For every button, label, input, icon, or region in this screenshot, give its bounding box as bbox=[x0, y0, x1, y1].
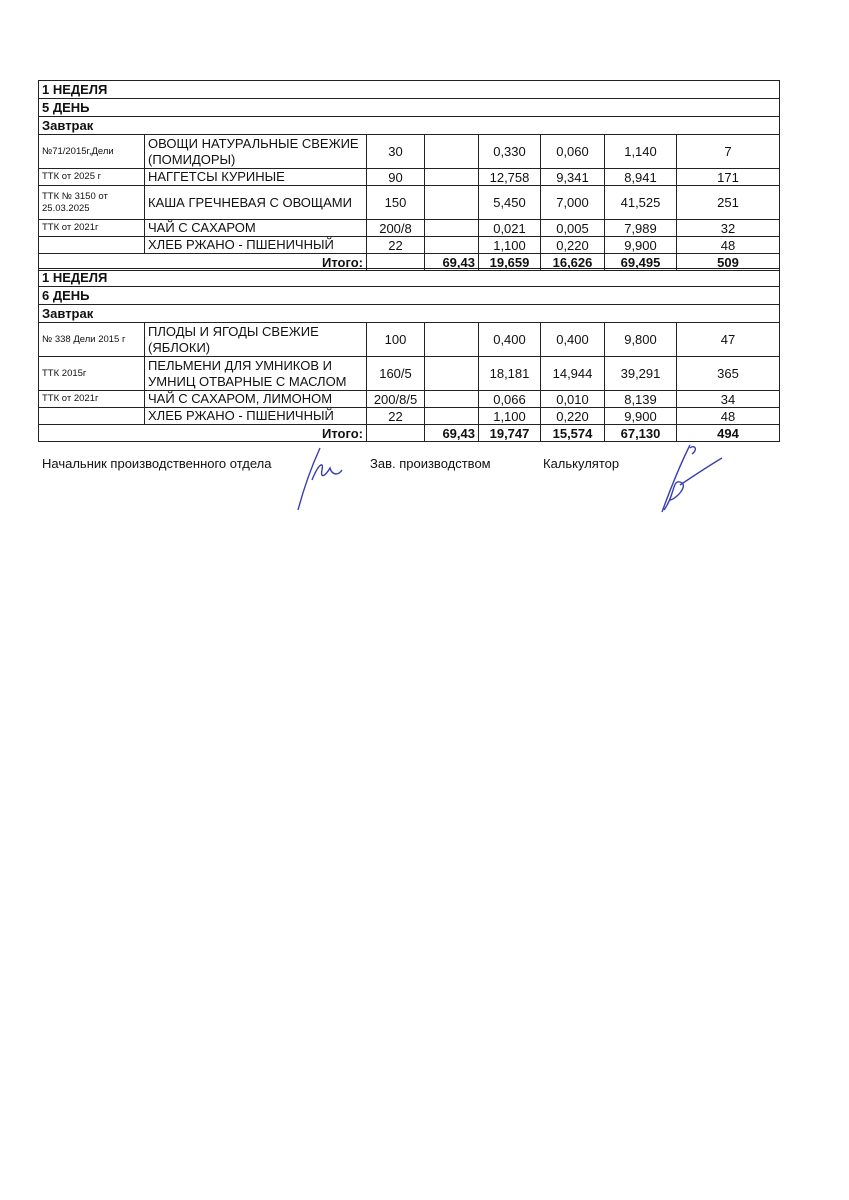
total-weight bbox=[367, 425, 425, 442]
calories: 251 bbox=[677, 186, 780, 220]
calories: 32 bbox=[677, 220, 780, 237]
week-header-row bbox=[39, 269, 780, 287]
fats: 0,010 bbox=[541, 391, 605, 408]
price bbox=[425, 357, 479, 391]
table-row bbox=[39, 391, 780, 408]
portion-weight: 30 bbox=[367, 135, 425, 169]
total-calories: 494 bbox=[677, 425, 780, 442]
fats: 14,944 bbox=[541, 357, 605, 391]
calories: 365 bbox=[677, 357, 780, 391]
table-row bbox=[39, 357, 780, 391]
portion-weight: 200/8 bbox=[367, 220, 425, 237]
price bbox=[425, 186, 479, 220]
recipe-ref: № 338 Дели 2015 г bbox=[39, 323, 145, 357]
meal-header-row bbox=[39, 117, 780, 135]
portion-weight: 200/8/5 bbox=[367, 391, 425, 408]
proteins: 1,100 bbox=[479, 408, 541, 425]
total-price: 69,43 bbox=[425, 254, 479, 271]
total-price: 69,43 bbox=[425, 425, 479, 442]
calculator-label: Калькулятор bbox=[543, 456, 620, 471]
dish-name: ПЛОДЫ И ЯГОДЫ СВЕЖИЕ (ЯБЛОКИ) bbox=[145, 323, 367, 357]
week-header: 1 НЕДЕЛЯ bbox=[39, 269, 780, 287]
total-calories: 509 bbox=[677, 254, 780, 271]
proteins: 0,400 bbox=[479, 323, 541, 357]
calories: 7 bbox=[677, 135, 780, 169]
recipe-ref bbox=[39, 408, 145, 425]
price bbox=[425, 220, 479, 237]
total-label: Итого: bbox=[39, 254, 367, 271]
carbs: 9,900 bbox=[605, 408, 677, 425]
calories: 171 bbox=[677, 169, 780, 186]
recipe-ref: ТТК от 2021г bbox=[39, 220, 145, 237]
portion-weight: 22 bbox=[367, 408, 425, 425]
price bbox=[425, 135, 479, 169]
dish-name: НАГГЕТСЫ КУРИНЫЕ bbox=[145, 169, 367, 186]
fats: 7,000 bbox=[541, 186, 605, 220]
table-row bbox=[39, 237, 780, 254]
portion-weight: 160/5 bbox=[367, 357, 425, 391]
dish-name: ПЕЛЬМЕНИ ДЛЯ УМНИКОВ И УМНИЦ ОТВАРНЫЕ С МАСЛОМ bbox=[145, 357, 367, 391]
dish-name: ЧАЙ С САХАРОМ, ЛИМОНОМ bbox=[145, 391, 367, 408]
day-header-row bbox=[39, 287, 780, 305]
head-of-production-label: Начальник производственного отдела bbox=[42, 456, 272, 471]
price bbox=[425, 169, 479, 186]
total-label: Итого: bbox=[39, 425, 367, 442]
total-proteins: 19,659 bbox=[479, 254, 541, 271]
recipe-ref: №71/2015г,Дели bbox=[39, 135, 145, 169]
meal-header: Завтрак bbox=[39, 305, 780, 323]
carbs: 7,989 bbox=[605, 220, 677, 237]
price bbox=[425, 323, 479, 357]
proteins: 5,450 bbox=[479, 186, 541, 220]
signature-calculator bbox=[650, 440, 730, 520]
total-proteins: 19,747 bbox=[479, 425, 541, 442]
calories: 48 bbox=[677, 408, 780, 425]
calories: 47 bbox=[677, 323, 780, 357]
carbs: 9,800 bbox=[605, 323, 677, 357]
proteins: 0,330 bbox=[479, 135, 541, 169]
carbs: 8,139 bbox=[605, 391, 677, 408]
day-header: 5 ДЕНЬ bbox=[39, 99, 780, 117]
total-carbs: 67,130 bbox=[605, 425, 677, 442]
calories: 48 bbox=[677, 237, 780, 254]
recipe-ref: ТТК от 2021г bbox=[39, 391, 145, 408]
week-header: 1 НЕДЕЛЯ bbox=[39, 81, 780, 99]
total-fats: 15,574 bbox=[541, 425, 605, 442]
table-row bbox=[39, 220, 780, 237]
carbs: 39,291 bbox=[605, 357, 677, 391]
table-row bbox=[39, 408, 780, 425]
dish-name: ХЛЕБ РЖАНО - ПШЕНИЧНЫЙ bbox=[145, 237, 367, 254]
calories: 34 bbox=[677, 391, 780, 408]
table-row bbox=[39, 135, 780, 169]
table-row bbox=[39, 186, 780, 220]
portion-weight: 100 bbox=[367, 323, 425, 357]
signature-head bbox=[290, 440, 360, 515]
fats: 0,005 bbox=[541, 220, 605, 237]
fats: 0,220 bbox=[541, 237, 605, 254]
portion-weight: 150 bbox=[367, 186, 425, 220]
price bbox=[425, 391, 479, 408]
portion-weight: 22 bbox=[367, 237, 425, 254]
proteins: 1,100 bbox=[479, 237, 541, 254]
proteins: 12,758 bbox=[479, 169, 541, 186]
dish-name: ХЛЕБ РЖАНО - ПШЕНИЧНЫЙ bbox=[145, 408, 367, 425]
carbs: 9,900 bbox=[605, 237, 677, 254]
production-manager-label: Зав. производством bbox=[370, 456, 491, 471]
recipe-ref: ТТК 2015г bbox=[39, 357, 145, 391]
fats: 9,341 bbox=[541, 169, 605, 186]
price bbox=[425, 237, 479, 254]
recipe-ref: ТТК от 2025 г bbox=[39, 169, 145, 186]
dish-name: ЧАЙ С САХАРОМ bbox=[145, 220, 367, 237]
day-header-row bbox=[39, 99, 780, 117]
table-row bbox=[39, 169, 780, 186]
total-carbs: 69,495 bbox=[605, 254, 677, 271]
carbs: 1,140 bbox=[605, 135, 677, 169]
proteins: 0,066 bbox=[479, 391, 541, 408]
meal-header: Завтрак bbox=[39, 117, 780, 135]
proteins: 18,181 bbox=[479, 357, 541, 391]
dish-name: ОВОЩИ НАТУРАЛЬНЫЕ СВЕЖИЕ (ПОМИДОРЫ) bbox=[145, 135, 367, 169]
recipe-ref: ТТК № 3150 от 25.03.2025 bbox=[39, 186, 145, 220]
meal-header-row bbox=[39, 305, 780, 323]
proteins: 0,021 bbox=[479, 220, 541, 237]
menu-table-day-6 bbox=[38, 268, 780, 442]
week-header-row bbox=[39, 81, 780, 99]
fats: 0,220 bbox=[541, 408, 605, 425]
recipe-ref bbox=[39, 237, 145, 254]
menu-table-day-5 bbox=[38, 80, 780, 271]
carbs: 41,525 bbox=[605, 186, 677, 220]
total-fats: 16,626 bbox=[541, 254, 605, 271]
table-row bbox=[39, 323, 780, 357]
portion-weight: 90 bbox=[367, 169, 425, 186]
dish-name: КАША ГРЕЧНЕВАЯ С ОВОЩАМИ bbox=[145, 186, 367, 220]
fats: 0,060 bbox=[541, 135, 605, 169]
carbs: 8,941 bbox=[605, 169, 677, 186]
price bbox=[425, 408, 479, 425]
day-header: 6 ДЕНЬ bbox=[39, 287, 780, 305]
fats: 0,400 bbox=[541, 323, 605, 357]
total-row bbox=[39, 425, 780, 442]
